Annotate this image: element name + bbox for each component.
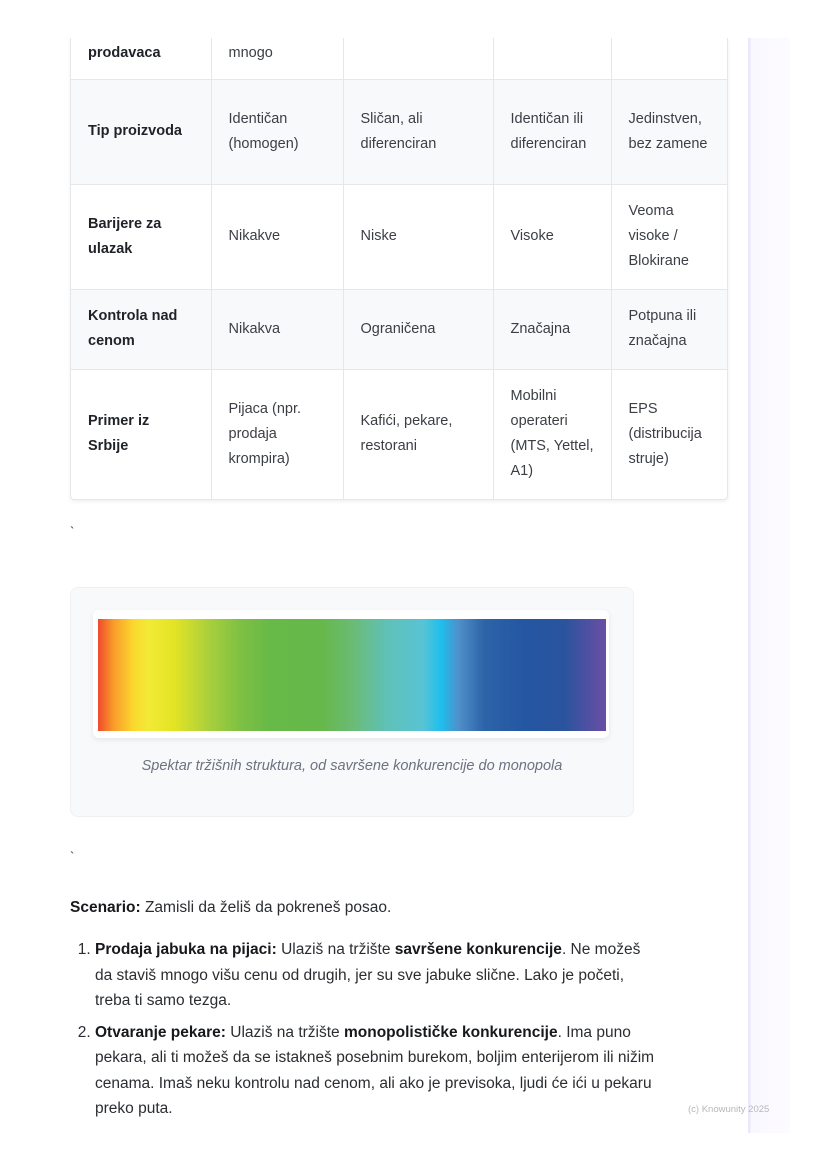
table-row <box>71 184 727 289</box>
scenario-text: Zamisli da želiš da pokreneš posao. <box>140 899 392 916</box>
table-cell: Nikakve <box>211 184 343 289</box>
item-text: . Ne možeš da staviš mnogo višu cenu od drugih, jer su sve jabuke slične. Lako je početi, treba ti samo tezga. <box>95 941 641 1009</box>
table-cell: Sličan, ali diferenciran <box>343 79 493 184</box>
stray-backtick: ` <box>70 849 75 864</box>
row-header: Kontrola nad cenom <box>71 289 211 369</box>
table-row <box>71 38 727 79</box>
table-cell: Kafići, pekare, restorani <box>343 369 493 499</box>
table-row <box>71 369 727 499</box>
table-cell: Identičan (homogen) <box>211 79 343 184</box>
table-cell: Pijaca (npr. prodaja krompira) <box>211 369 343 499</box>
table-cell: Nikakva <box>211 289 343 369</box>
table-cell: Visoke <box>493 184 611 289</box>
table-cell: Jedinstven, bez zamene <box>611 79 727 184</box>
table-row <box>71 289 727 369</box>
row-header: prodavaca <box>71 38 211 79</box>
spectrum-gradient-image <box>98 619 606 731</box>
item-title: Prodaja jabuka na pijaci: <box>95 941 277 958</box>
table-cell: Potpuna ili značajna <box>611 289 727 369</box>
table-cell <box>611 38 727 79</box>
table-cell: mnogo <box>211 38 343 79</box>
table-cell: Niske <box>343 184 493 289</box>
item-text: Ulaziš na tržište <box>276 941 395 958</box>
table-cell: EPS (distribucija struje) <box>611 369 727 499</box>
item-emphasis: savršene konkurencije <box>394 941 562 958</box>
row-header: Primer iz Srbije <box>71 369 211 499</box>
table-cell: Veoma visoke / Blokirane <box>611 184 727 289</box>
row-header: Tip proizvoda <box>71 79 211 184</box>
spectrum-figure <box>70 587 634 817</box>
row-header: Barijere za ulazak <box>71 184 211 289</box>
table-cell <box>343 38 493 79</box>
table-cell: Mobilni operateri (MTS, Yettel, A1) <box>493 369 611 499</box>
copyright-footer: (c) Knowunity 2025 <box>688 1104 770 1115</box>
table-row <box>71 79 727 184</box>
table-cell: Ograničena <box>343 289 493 369</box>
scenario-paragraph <box>70 897 391 919</box>
page-edge-stripe <box>748 38 790 1133</box>
market-structure-table <box>70 38 728 500</box>
scenario-list <box>70 937 655 1128</box>
table-cell: Identičan ili diferenciran <box>493 79 611 184</box>
figure-caption: Spektar tržišnih struktura, od savršene konkurencije do monopola <box>141 758 563 774</box>
image-frame <box>93 610 609 738</box>
list-item <box>95 1020 655 1122</box>
scenario-label: Scenario: <box>70 899 141 916</box>
item-emphasis: monopolističke konkurencije <box>343 1023 558 1041</box>
item-title: Otvaranje pekare: <box>95 1023 226 1041</box>
stray-backtick: ` <box>70 524 75 539</box>
list-item <box>95 937 655 1014</box>
table-cell: Značajna <box>493 289 611 369</box>
item-text: Ulaziš na tržište <box>225 1023 344 1041</box>
table-cell <box>493 38 611 79</box>
item-text: . Ima puno pekara, ali ti možeš da se istakneš posebnim burekom, boljim enterijerom ili nižim cenama. Imaš neku kontrolu nad cenom, ali ako je previsoka, ljudi će ići u pekaru preko puta. <box>95 1023 655 1117</box>
